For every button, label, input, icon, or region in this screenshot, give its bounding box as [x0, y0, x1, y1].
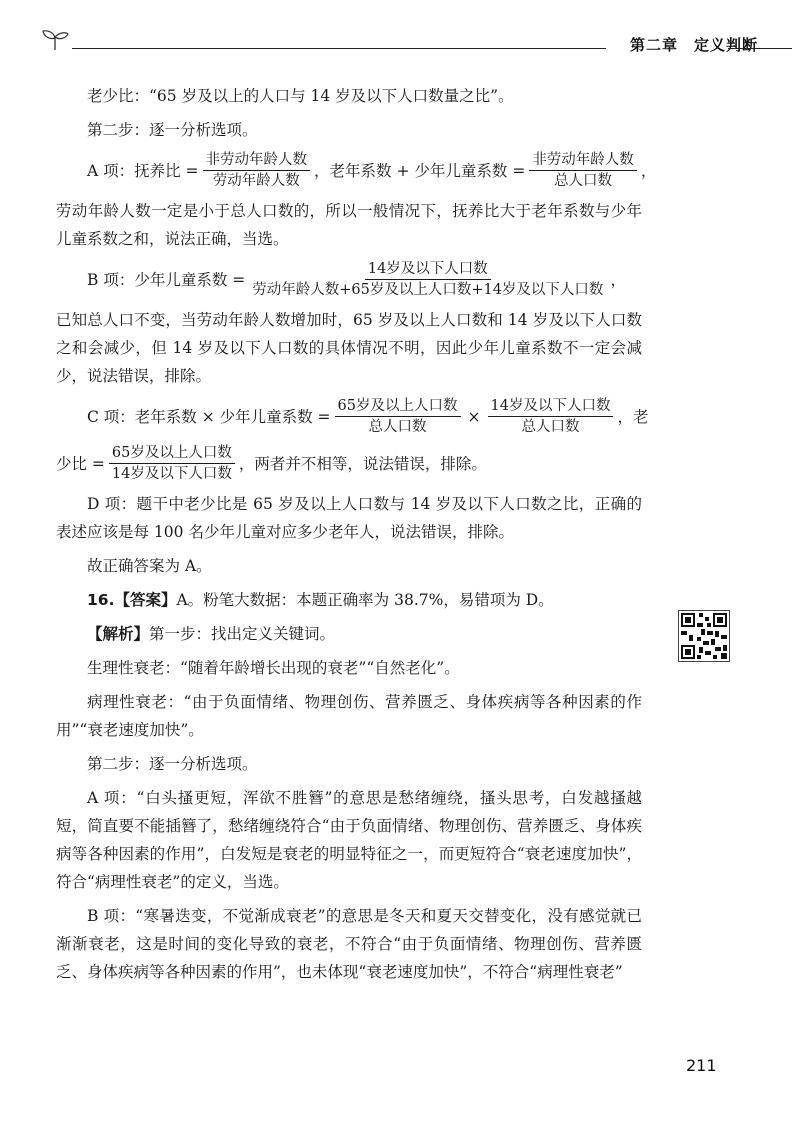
analysis-text: 第一步：找出定义关键词。	[149, 625, 336, 643]
paragraph-p7	[56, 586, 642, 614]
formula-a	[56, 150, 657, 191]
paragraph-p2: 第二步：逐一分析选项。	[87, 121, 258, 139]
fraction-youth-coefficient	[488, 396, 614, 437]
formula-b-suffix: ，	[610, 270, 626, 289]
formula-c-line2	[56, 443, 642, 484]
fraction-youth-coefficient	[249, 259, 606, 300]
formula-a-prefix: A 项：抚养比 =	[87, 161, 199, 180]
paragraph-p4: 已知总人口不变，当劳动年龄人数增加时，65 岁及以上人口数和 14 岁及以下人口数之和会减少，但 14 岁及以下人口数的具体情况不明，因此少年儿童系数不一定会减少，说法错误，排除。	[56, 311, 642, 385]
paragraph-p12: A 项：“白头搔更短，浑欲不胜簪”的意思是愁绪缠绕，搔头思考，白发越搔越短，简直要不能插簪了，愁绪缠绕符合“由于负面情绪、物理创伤、营养匮乏、身体疾病等各种因素的作用”，白发短是衰老的明显特征之一，而更短符合“衰老速度加快”，符合“病理性衰老”的定义，当选。	[56, 789, 642, 891]
qr-code-icon[interactable]	[678, 610, 730, 662]
formula-a-middle: ，老年系数 + 少年儿童系数 =	[314, 161, 526, 180]
page-body	[56, 82, 657, 992]
formula-a-suffix: ，	[640, 161, 657, 180]
times-operator: ×	[467, 407, 481, 426]
fraction-numerator: 非劳动年龄人数	[203, 150, 311, 171]
fraction-numerator: 14岁及以下人口数	[488, 396, 614, 417]
paragraph-p5: D 项：题干中老少比是 65 岁及以上人口数与 14 岁及以下人口数之比，正确的表述应该是每 100 名少年儿童对应多少老年人，说法错误，排除。	[56, 495, 642, 541]
fraction-numerator: 14岁及以下人口数	[365, 259, 491, 280]
formula-c-line2-suffix: ，两者并不相等，说法错误，排除。	[238, 454, 487, 473]
fraction-dependency-ratio	[203, 150, 311, 191]
paragraph-p3: 劳动年龄人数一定是小于总人口数的，所以一般情况下，抚养比大于老年系数与少年儿童系数之和，说法正确，当选。	[56, 202, 642, 248]
page-header	[40, 28, 792, 56]
paragraph-p13: B 项：“寒暑迭变，不觉渐成衰老”的意思是冬天和夏天交替变化，没有感觉就已渐渐衰老，这是时间的变化导致的衰老，不符合“由于负面情绪、物理创伤、营养匮乏、身体疾病等各种因素的作用”，也未体现“衰老速度加快”，不符合“病理性衰老”	[56, 907, 642, 981]
header-rule-left	[72, 48, 606, 49]
paragraph-p6: 故正确答案为 A。	[87, 557, 212, 575]
paragraph-p10: 病理性衰老：“由于负面情绪、物理创伤、营养匮乏、身体疾病等各种因素的作用”“衰老速度加快”。	[56, 693, 642, 739]
fraction-denominator: 劳动年龄人数+65岁及以上人口数+14岁及以下人口数	[252, 282, 604, 298]
chapter-title: 第二章 定义判断	[630, 36, 759, 54]
formula-c-prefix: C 项：老年系数 × 少年儿童系数 =	[87, 407, 331, 426]
answer-label: 16.【答案】	[87, 591, 177, 609]
formula-c-suffix: ，老	[617, 407, 649, 426]
fraction-numerator: 65岁及以上人口数	[109, 443, 235, 464]
sprout-icon	[40, 28, 70, 52]
fraction-denominator: 14岁及以下人口数	[111, 466, 232, 482]
fraction-elderly-coefficient	[335, 396, 461, 437]
formula-c-line1	[56, 396, 649, 437]
fraction-old-young-ratio	[109, 443, 235, 484]
fraction-denominator: 总人口数	[368, 419, 427, 435]
fraction-denominator: 总人口数	[554, 173, 613, 189]
paragraph-p8	[56, 620, 642, 648]
fraction-denominator: 劳动年龄人数	[212, 173, 300, 189]
paragraph-p1: 老少比：“65 岁及以上的人口与 14 岁及以下人口数量之比”。	[87, 87, 514, 105]
page-number: 211	[686, 1056, 717, 1075]
analysis-label: 【解析】	[87, 625, 150, 643]
answer-text: A。粉笔大数据：本题正确率为 38.7%，易错项为 D。	[176, 591, 554, 609]
fraction-denominator: 总人口数	[521, 419, 580, 435]
fraction-coefficient-sum	[529, 150, 637, 191]
paragraph-p11: 第二步：逐一分析选项。	[87, 755, 258, 773]
formula-c-line2-prefix: 少比 =	[56, 454, 105, 473]
fraction-numerator: 65岁及以上人口数	[335, 396, 461, 417]
formula-b-prefix: B 项：少年儿童系数 =	[87, 270, 246, 289]
fraction-numerator: 非劳动年龄人数	[529, 150, 637, 171]
paragraph-p9: 生理性衰老：“随着年龄增长出现的衰老”“自然老化”。	[87, 659, 460, 677]
header-rule-right	[728, 48, 792, 49]
formula-b	[56, 259, 642, 300]
